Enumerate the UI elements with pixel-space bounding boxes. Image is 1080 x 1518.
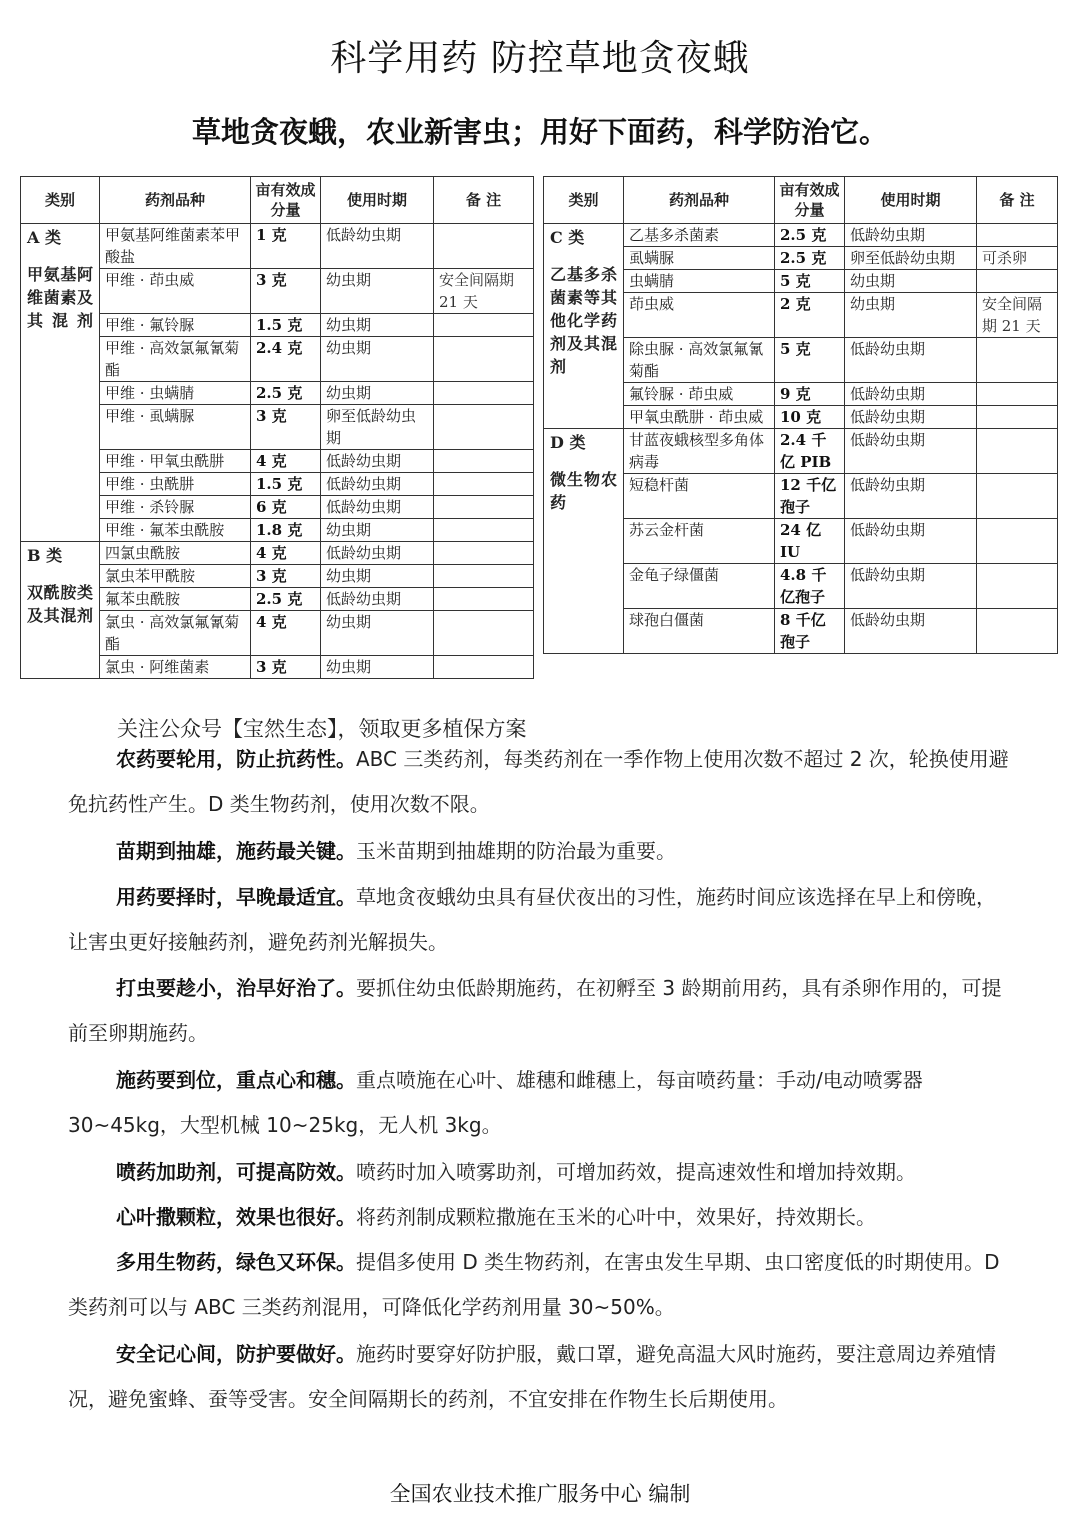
period-cell: 低龄幼虫期 <box>845 383 977 406</box>
paragraph-lead: 农药要轮用，防止抗药性。 <box>116 747 356 771</box>
category-name: 双酰胺类及其混剂 <box>27 583 93 625</box>
dose-cell: 2.5 克 <box>775 247 845 270</box>
variety-cell: 甲维 · 茚虫威 <box>100 269 251 314</box>
variety-cell: 甘蓝夜蛾核型多角体病毒 <box>624 429 775 474</box>
dose-cell: 3 克 <box>251 269 321 314</box>
variety-cell: 氯虫苯甲酰胺 <box>100 565 251 588</box>
note-cell <box>977 429 1058 474</box>
dose-cell: 10 克 <box>775 406 845 429</box>
paragraph-timing <box>68 875 1013 965</box>
period-cell: 卵至低龄幼虫期 <box>321 405 434 450</box>
variety-cell: 甲维 · 高效氯氟氰菊酯 <box>100 337 251 382</box>
variety-cell: 金龟子绿僵菌 <box>624 564 775 609</box>
variety-cell: 甲维 · 杀铃脲 <box>100 496 251 519</box>
header-note: 备 注 <box>434 177 534 224</box>
note-cell <box>977 383 1058 406</box>
dose-cell: 1.5 克 <box>251 473 321 496</box>
category-letter: C 类 <box>550 228 585 247</box>
paragraph-biological <box>68 1240 1013 1330</box>
note-cell <box>434 565 534 588</box>
period-cell: 幼虫期 <box>321 314 434 337</box>
category-letter: B 类 <box>27 546 63 565</box>
period-cell: 幼虫期 <box>321 382 434 405</box>
paragraph-body: 喷药时加入喷雾助剂，可增加药效，提高速效性和增加持效期。 <box>356 1160 916 1184</box>
dose-cell: 2.4 克 <box>251 337 321 382</box>
paragraph-lead: 喷药加助剂，可提高防效。 <box>116 1160 356 1184</box>
table-row <box>544 224 1058 247</box>
variety-cell: 球孢白僵菌 <box>624 609 775 654</box>
table-row <box>21 542 534 565</box>
paragraph-body: 施药时要穿好防护服，戴口罩，避免高温大风时施药，要注意周边养殖情况，避免蜜蜂、蚕等受害。安全间隔期长的药剂，不宜安排在作物生长后期使用。 <box>68 1342 996 1411</box>
note-cell <box>977 474 1058 519</box>
dose-cell: 6 克 <box>251 496 321 519</box>
note-cell <box>977 224 1058 247</box>
note-cell: 安全间隔期 21 天 <box>434 269 534 314</box>
variety-cell: 除虫脲 · 高效氯氟氰菊酯 <box>624 338 775 383</box>
period-cell: 低龄幼虫期 <box>321 473 434 496</box>
header-category: 类别 <box>544 177 624 224</box>
paragraph-lead: 苗期到抽雄，施药最关键。 <box>116 839 356 863</box>
note-cell <box>977 564 1058 609</box>
variety-cell: 短稳杆菌 <box>624 474 775 519</box>
period-cell: 低龄幼虫期 <box>321 542 434 565</box>
variety-cell: 茚虫威 <box>624 293 775 338</box>
dose-cell: 4 克 <box>251 450 321 473</box>
paragraph-lead: 心叶撒颗粒，效果也很好。 <box>116 1205 356 1229</box>
header-period: 使用时期 <box>845 177 977 224</box>
dose-cell: 24 亿 IU <box>775 519 845 564</box>
period-cell: 低龄幼虫期 <box>845 609 977 654</box>
dose-cell: 12 千亿孢子 <box>775 474 845 519</box>
header-dose: 亩有效成分量 <box>251 177 321 224</box>
category-cell-b <box>21 542 100 679</box>
dose-cell: 1 克 <box>251 224 321 269</box>
paragraph-body: 要抓住幼虫低龄期施药，在初孵至 3 龄期前用药，具有杀卵作用的，可提前至卵期施药。 <box>68 976 1002 1045</box>
paragraph-body: 提倡多使用 D 类生物药剂，在害虫发生早期、虫口密度低的时期使用。D 类药剂可以与 ABC 三类药剂混用，可降低化学药剂用量 30~50%。 <box>68 1250 1000 1319</box>
note-cell <box>977 609 1058 654</box>
period-cell: 低龄幼虫期 <box>845 224 977 247</box>
variety-cell: 虱螨脲 <box>624 247 775 270</box>
paragraph-rotation <box>68 737 1013 827</box>
note-cell: 安全间隔期 21 天 <box>977 293 1058 338</box>
period-cell: 幼虫期 <box>321 519 434 542</box>
variety-cell: 氟铃脲 · 茚虫威 <box>624 383 775 406</box>
dose-cell: 3 克 <box>251 656 321 679</box>
dose-cell: 2.5 克 <box>251 588 321 611</box>
header-variety: 药剂品种 <box>624 177 775 224</box>
note-cell: 可杀卵 <box>977 247 1058 270</box>
note-cell <box>977 519 1058 564</box>
dose-cell: 4 克 <box>251 611 321 656</box>
note-cell <box>977 338 1058 383</box>
dose-cell: 1.5 克 <box>251 314 321 337</box>
note-cell <box>434 382 534 405</box>
paragraph-lead: 施药要到位，重点心和穗。 <box>116 1068 356 1092</box>
category-cell-a <box>21 224 100 542</box>
category-cell-c <box>544 224 624 429</box>
note-cell <box>434 473 534 496</box>
period-cell: 幼虫期 <box>321 269 434 314</box>
period-cell: 低龄幼虫期 <box>321 588 434 611</box>
category-letter: D 类 <box>550 433 586 452</box>
variety-cell: 甲氧虫酰肼 · 茚虫威 <box>624 406 775 429</box>
note-cell <box>434 496 534 519</box>
variety-cell: 甲维 · 氟铃脲 <box>100 314 251 337</box>
note-cell <box>977 270 1058 293</box>
paragraph-body: 草地贪夜蛾幼虫具有昼伏夜出的习性，施药时间应该选择在早上和傍晚，让害虫更好接触药剂，避免药剂光解损失。 <box>68 885 996 954</box>
period-cell: 低龄幼虫期 <box>845 429 977 474</box>
header-note: 备 注 <box>977 177 1058 224</box>
dose-cell: 2.4 千亿 PIB <box>775 429 845 474</box>
period-cell: 低龄幼虫期 <box>845 474 977 519</box>
dose-cell: 3 克 <box>251 565 321 588</box>
paragraph-lead: 用药要择时，早晚最适宜。 <box>116 885 356 909</box>
period-cell: 低龄幼虫期 <box>321 224 434 269</box>
page-subtitle: 草地贪夜蛾，农业新害虫；用好下面药，科学防治它。 <box>191 115 888 149</box>
variety-cell: 氯虫 · 阿维菌素 <box>100 656 251 679</box>
paragraph-safety <box>68 1332 1013 1422</box>
variety-cell: 甲维 · 甲氧虫酰肼 <box>100 450 251 473</box>
note-cell <box>434 314 534 337</box>
variety-cell: 甲维 · 虫酰肼 <box>100 473 251 496</box>
variety-cell: 氯虫 · 高效氯氟氰菊酯 <box>100 611 251 656</box>
dose-cell: 4.8 千亿孢子 <box>775 564 845 609</box>
table-row <box>21 224 534 269</box>
variety-cell: 甲维 · 氟苯虫酰胺 <box>100 519 251 542</box>
period-cell: 低龄幼虫期 <box>845 406 977 429</box>
paragraph-seedling <box>68 829 1013 874</box>
category-cell-d <box>544 429 624 654</box>
header-dose: 亩有效成分量 <box>775 177 845 224</box>
dose-cell: 2.5 克 <box>251 382 321 405</box>
variety-cell: 氟苯虫酰胺 <box>100 588 251 611</box>
note-cell <box>434 337 534 382</box>
paragraph-adjuvant <box>68 1150 1013 1195</box>
period-cell: 低龄幼虫期 <box>845 519 977 564</box>
header-period: 使用时期 <box>321 177 434 224</box>
variety-cell: 甲氨基阿维菌素苯甲酸盐 <box>100 224 251 269</box>
variety-cell: 四氯虫酰胺 <box>100 542 251 565</box>
period-cell: 低龄幼虫期 <box>845 564 977 609</box>
note-cell <box>434 588 534 611</box>
period-cell: 低龄幼虫期 <box>321 450 434 473</box>
variety-cell: 甲维 · 虫螨腈 <box>100 382 251 405</box>
note-cell <box>434 405 534 450</box>
page-title: 科学用药 防控草地贪夜蛾 <box>330 38 750 79</box>
follow-notice: 关注公众号【宝然生态】，领取更多植保方案 <box>117 717 527 741</box>
variety-cell: 虫螨腈 <box>624 270 775 293</box>
paragraph-body: 玉米苗期到抽雄期的防治最为重要。 <box>356 839 676 863</box>
header-variety: 药剂品种 <box>100 177 251 224</box>
paragraph-body: 将药剂制成颗粒撒施在玉米的心叶中，效果好，持效期长。 <box>356 1205 876 1229</box>
note-cell <box>977 406 1058 429</box>
drug-table-right <box>543 176 1058 654</box>
drug-table-left <box>20 176 534 679</box>
dose-cell: 5 克 <box>775 338 845 383</box>
paragraph-lead: 打虫要趁小，治早好治了。 <box>116 976 356 1000</box>
dose-cell: 8 千亿孢子 <box>775 609 845 654</box>
period-cell: 幼虫期 <box>845 293 977 338</box>
note-cell <box>434 450 534 473</box>
period-cell: 低龄幼虫期 <box>845 338 977 383</box>
dose-cell: 4 克 <box>251 542 321 565</box>
note-cell <box>434 519 534 542</box>
period-cell: 卵至低龄幼虫期 <box>845 247 977 270</box>
paragraph-lead: 多用生物药，绿色又环保。 <box>116 1250 356 1274</box>
category-name: 甲氨基阿维菌素及其混剂 <box>27 265 93 330</box>
dose-cell: 3 克 <box>251 405 321 450</box>
period-cell: 幼虫期 <box>321 565 434 588</box>
paragraph-granules <box>68 1195 1013 1240</box>
variety-cell: 苏云金杆菌 <box>624 519 775 564</box>
header-category: 类别 <box>21 177 100 224</box>
category-name: 微生物农药 <box>550 470 617 512</box>
note-cell <box>434 656 534 679</box>
paragraph-lead: 安全记心间，防护要做好。 <box>116 1342 356 1366</box>
footer-credit: 全国农业技术推广服务中心 编制 <box>389 1482 691 1506</box>
variety-cell: 甲维 · 虱螨脲 <box>100 405 251 450</box>
dose-cell: 9 克 <box>775 383 845 406</box>
note-cell <box>434 224 534 269</box>
dose-cell: 5 克 <box>775 270 845 293</box>
category-letter: A 类 <box>27 228 61 247</box>
variety-cell: 乙基多杀菌素 <box>624 224 775 247</box>
category-name: 乙基多杀菌素等其他化学药剂及其混剂 <box>550 265 617 376</box>
dose-cell: 2 克 <box>775 293 845 338</box>
period-cell: 低龄幼虫期 <box>321 496 434 519</box>
dose-cell: 1.8 克 <box>251 519 321 542</box>
paragraph-early <box>68 966 1013 1056</box>
paragraph-body: ABC 三类药剂，每类药剂在一季作物上使用次数不超过 2 次，轮换使用避免抗药性产生。D 类生物药剂，使用次数不限。 <box>68 747 1009 816</box>
period-cell: 幼虫期 <box>845 270 977 293</box>
period-cell: 幼虫期 <box>321 611 434 656</box>
paragraph-placement <box>68 1058 1013 1148</box>
period-cell: 幼虫期 <box>321 656 434 679</box>
period-cell: 幼虫期 <box>321 337 434 382</box>
note-cell <box>434 611 534 656</box>
note-cell <box>434 542 534 565</box>
table-row <box>544 429 1058 474</box>
paragraph-body: 重点喷施在心叶、雄穗和雌穗上，每亩喷药量：手动/电动喷雾器 30~45kg，大型机械 10~25kg，无人机 3kg。 <box>68 1068 923 1137</box>
dose-cell: 2.5 克 <box>775 224 845 247</box>
